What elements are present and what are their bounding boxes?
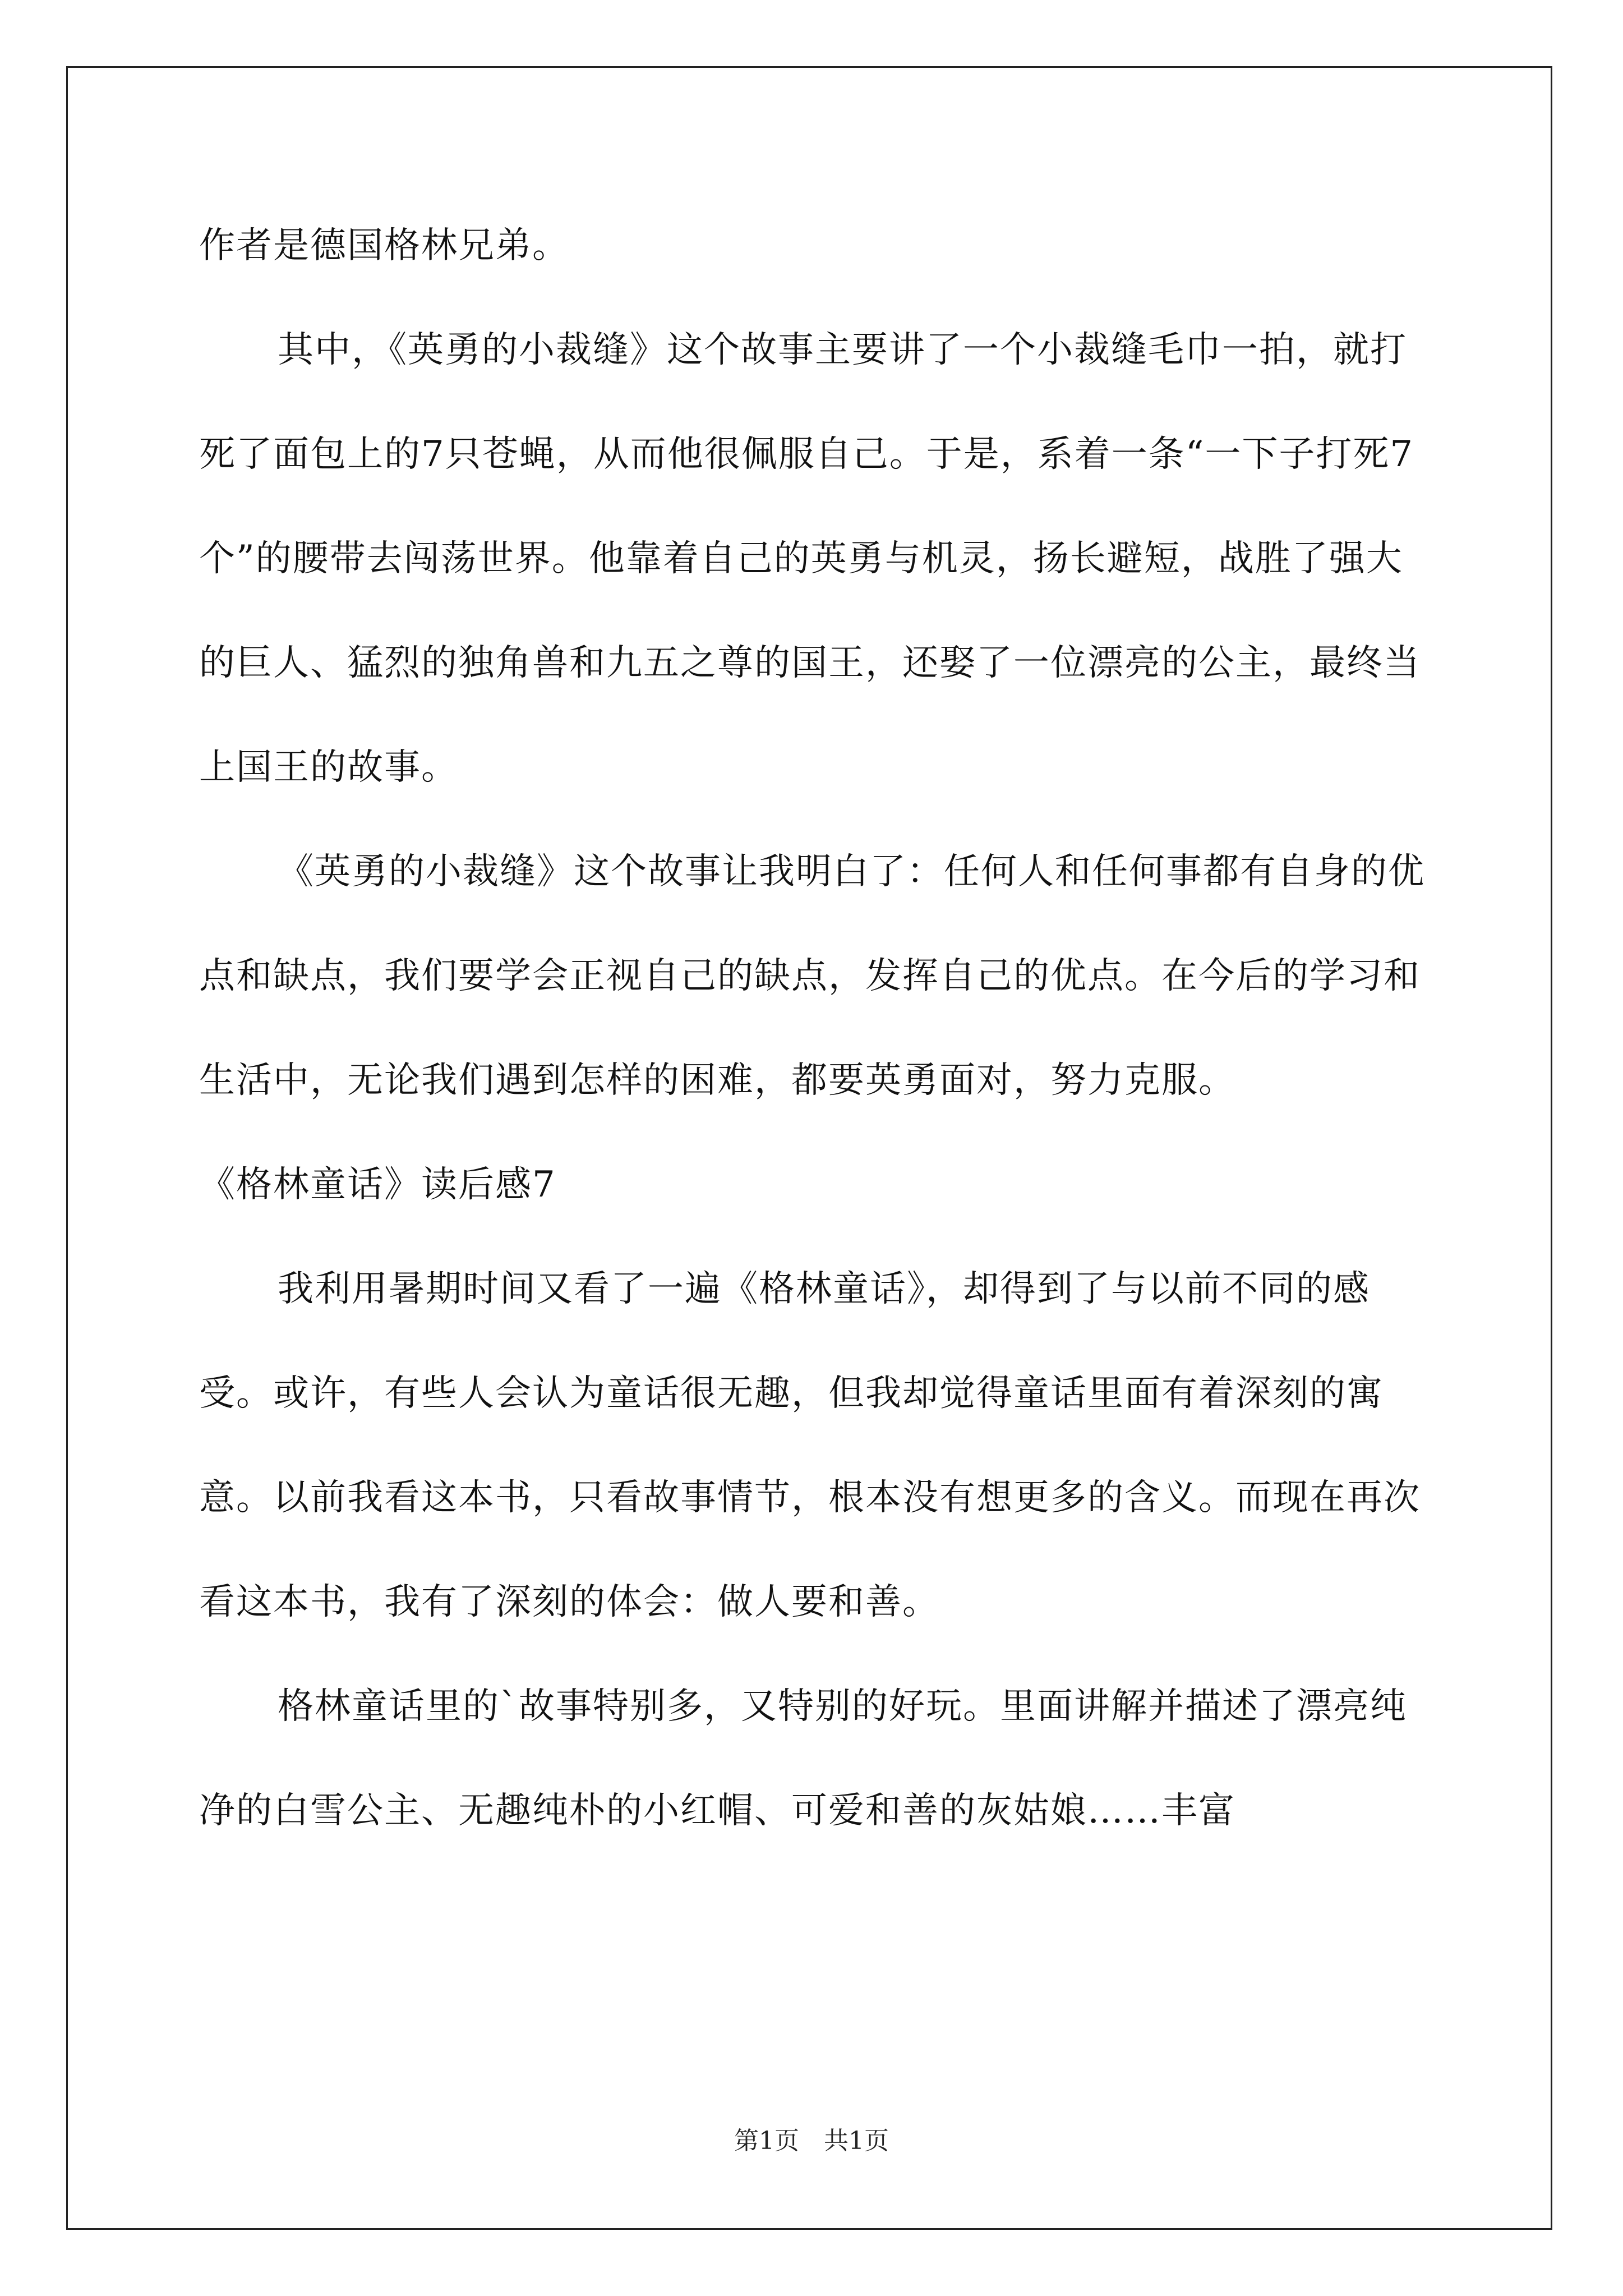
paragraph-continuation: 作者是德国格林兄弟。	[199, 225, 569, 266]
paragraph-tailor-lesson: 《英勇的小裁缝》这个故事让我明白了：任何人和任何事都有自身的优点和缺点，我们要学会正视自己的缺点，发挥自己的优点。在今后的学习和生活中，无论我们遇到怎样的困难，都要英勇面对，努力克服。	[199, 851, 1425, 1101]
section-heading: 《格林童话》读后感7	[199, 1164, 556, 1205]
paragraph-tailor-summary: 其中，《英勇的小裁缝》这个故事主要讲了一个小裁缝毛巾一拍，就打死了面包上的7只苍蝇，从而他很佩服自己。于是，系着一条“一下子打死7个”的腰带去闯荡世界。他靠着自己的英勇与机灵，扬长避短，战胜了强大的巨人、猛烈的独角兽和九五之尊的国王，还娶了一位漂亮的公主，最终当上国王的故事。	[199, 329, 1421, 788]
paragraph-reread: 我利用暑期时间又看了一遍《格林童话》，却得到了与以前不同的感受。或许，有些人会认为童话很无趣，但我却觉得童话里面有着深刻的寓意。以前我看这本书，只看故事情节，根本没有想更多的含义。而现在再次看这本书，我有了深刻的体会：做人要和善。	[199, 1268, 1421, 1623]
page-footer: 第1页 共1页	[734, 2127, 889, 2155]
paragraph-stories: 格林童话里的`故事特别多，又特别的好玩。里面讲解并描述了漂亮纯净的白雪公主、无趣纯朴的小红帽、可爱和善的灰姑娘……丰富	[199, 1686, 1407, 1832]
document-body	[199, 194, 1433, 1863]
